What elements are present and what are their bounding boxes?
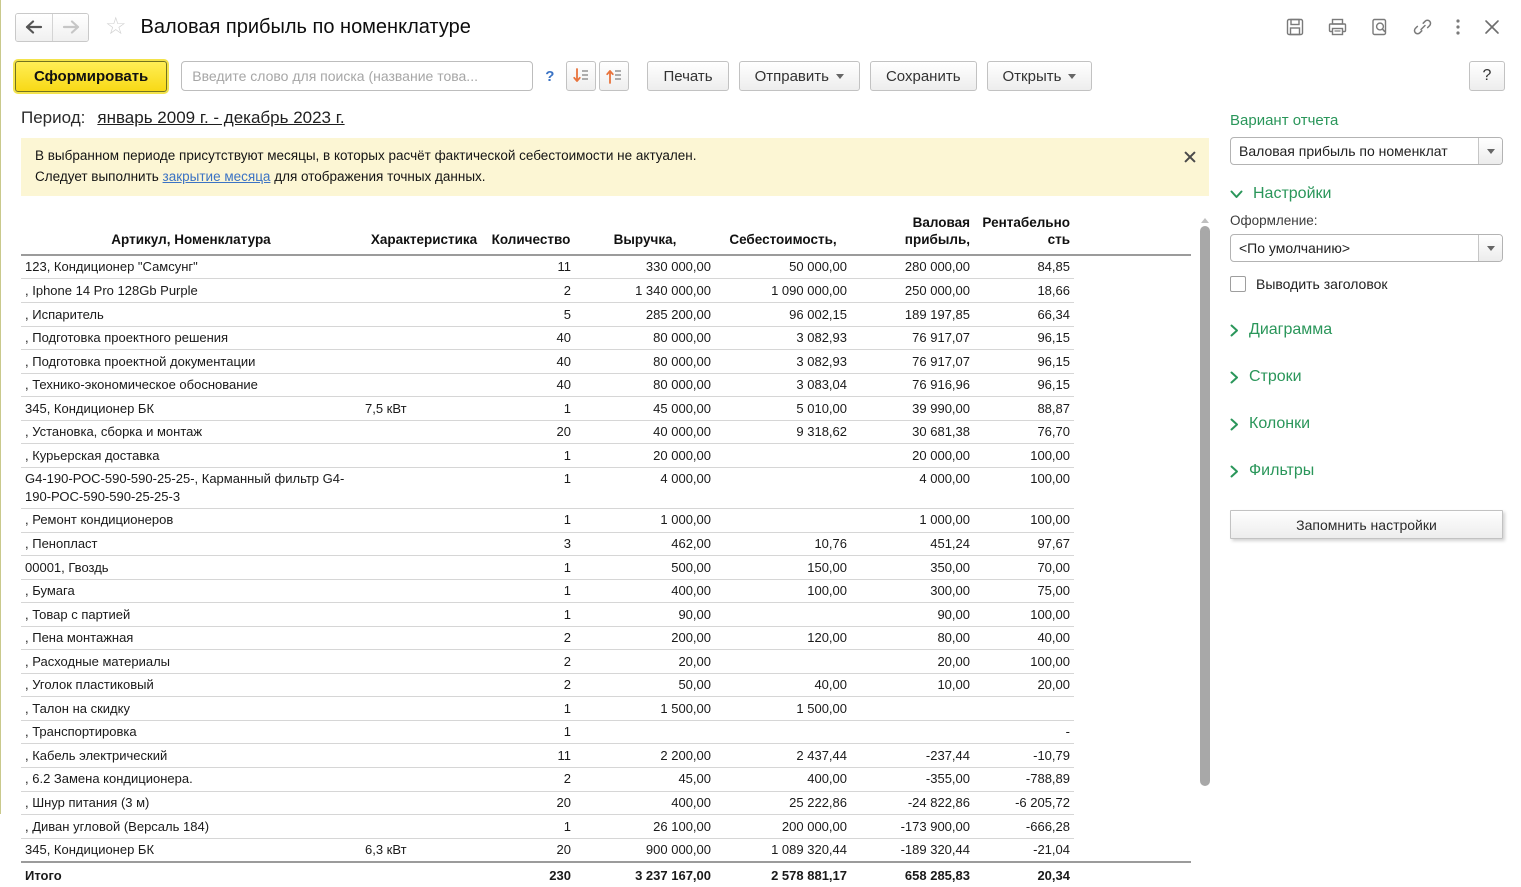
back-arrow-icon <box>25 20 43 34</box>
table-row[interactable]: , Уголок пластиковый 2 50,00 40,00 10,00 20,00 <box>21 673 1191 697</box>
settings-sidebar <box>1212 98 1521 814</box>
save-icon[interactable] <box>1285 17 1305 37</box>
table-row[interactable]: , Шнур питания (3 м) 20 400,00 25 222,86 -24 822,86 -6 205,72 <box>21 791 1191 815</box>
col-header-margin[interactable]: Рентабельность <box>974 212 1074 255</box>
scrollbar-thumb[interactable] <box>1200 226 1210 786</box>
warning-line1: В выбранном периоде присутствуют месяцы, в которых расчёт фактической себестоимости не актуален. <box>35 148 697 163</box>
appearance-label: Оформление: <box>1230 213 1318 228</box>
col-header-filler <box>1074 212 1191 255</box>
table-row[interactable]: , Транспортировка 1 - <box>21 720 1191 744</box>
col-header-revenue[interactable]: Выручка, <box>575 212 715 255</box>
total-gross-profit: 658 285,83 <box>851 862 974 887</box>
table-row[interactable]: , Кабель электрический 11 2 200,00 2 437,44 -237,44 -10,79 <box>21 744 1191 768</box>
variant-combobox[interactable] <box>1230 137 1503 165</box>
chevron-right-icon <box>1230 418 1239 431</box>
table-row[interactable]: 345, Кондиционер БК 7,5 кВт 1 45 000,00 5 010,00 39 990,00 88,87 <box>21 397 1191 421</box>
table-row[interactable]: , Бумага 1 400,00 100,00 300,00 75,00 <box>21 579 1191 603</box>
print-button-label: Печать <box>663 67 713 85</box>
page-title: Валовая прибыль по номенклатуре <box>140 15 471 38</box>
warning-line2-suffix: для отображения точных данных. <box>270 168 486 184</box>
scroll-up-icon[interactable] <box>1201 218 1209 223</box>
col-header-characteristic[interactable]: Характеристика <box>361 212 487 255</box>
back-button[interactable] <box>16 14 52 41</box>
col-header-cost[interactable]: Себестоимость, <box>715 212 851 255</box>
section-rows[interactable] <box>1230 368 1503 386</box>
table-row[interactable]: G4-190-РОС-590-590-25-25-, Карманный фильтр G4-190-РОС-590-590-25-25-3 1 4 000,00 4 000,00 100,00 <box>21 467 1191 508</box>
more-menu-icon[interactable] <box>1455 17 1461 37</box>
forward-button[interactable] <box>52 14 88 41</box>
section-diagram-label: Диаграмма <box>1249 321 1333 338</box>
col-header-gross-profit[interactable]: Валовая прибыль, <box>851 212 974 255</box>
table-row[interactable]: , Испаритель 5 285 200,00 96 002,15 189 197,85 66,34 <box>21 303 1191 327</box>
chevron-down-icon <box>1230 190 1243 199</box>
report-table-wrap <box>21 212 1212 887</box>
table-row[interactable]: 123, Кондиционер "Самсунг" 11 330 000,00 50 000,00 280 000,00 84,85 <box>21 255 1191 279</box>
chevron-right-icon <box>1230 324 1239 337</box>
section-filters-label: Фильтры <box>1249 462 1315 479</box>
col-header-quantity[interactable]: Количество <box>487 212 575 255</box>
section-rows-label: Строки <box>1249 368 1302 385</box>
caret-down-icon <box>1068 74 1076 79</box>
sort-descending-icon <box>572 67 590 85</box>
table-row[interactable]: , Расходные материалы 2 20,00 20,00 100,00 <box>21 650 1191 674</box>
period-label: Период: <box>21 108 86 127</box>
send-button-label: Отправить <box>754 67 829 85</box>
table-row[interactable]: , Ремонт кондиционеров 1 1 000,00 1 000,00 100,00 <box>21 508 1191 532</box>
chevron-right-icon <box>1230 465 1239 478</box>
sort-ascending-button[interactable] <box>599 61 629 91</box>
app-header <box>1 0 1521 54</box>
generate-button[interactable]: Сформировать <box>15 61 167 92</box>
caret-down-icon <box>1487 246 1495 251</box>
total-filler <box>1074 862 1191 887</box>
table-header-row <box>21 212 1191 255</box>
warning-banner <box>21 138 1209 196</box>
show-title-label: Выводить заголовок <box>1256 276 1388 292</box>
close-icon[interactable] <box>1483 18 1501 36</box>
sort-ascending-icon <box>605 67 623 85</box>
warning-line2-prefix: Следует выполнить <box>35 168 163 184</box>
section-columns-label: Колонки <box>1249 415 1311 432</box>
print-icon[interactable] <box>1327 17 1348 37</box>
table-row[interactable]: , Технико-экономическое обоснование 40 80 000,00 3 083,04 76 916,96 96,15 <box>21 373 1191 397</box>
show-title-row <box>1230 276 1503 292</box>
section-diagram[interactable] <box>1230 321 1503 339</box>
report-table[interactable] <box>21 212 1191 887</box>
variant-heading: Вариант отчета <box>1230 112 1339 129</box>
report-table-body <box>21 255 1191 862</box>
favorite-star-icon[interactable]: ☆ <box>105 13 127 40</box>
report-area <box>1 98 1212 884</box>
settings-heading: Настройки <box>1253 185 1332 202</box>
table-row[interactable]: 345, Кондиционер БК 6,3 кВт 20 900 000,00 1 089 320,44 -189 320,44 -21,04 <box>21 838 1191 862</box>
appearance-dropdown-button[interactable] <box>1478 235 1502 261</box>
show-title-checkbox[interactable] <box>1230 276 1246 292</box>
col-header-nomenclature[interactable]: Артикул, Номенклатура <box>21 212 361 255</box>
total-characteristic <box>361 862 487 887</box>
sort-descending-button[interactable] <box>566 61 596 91</box>
table-row[interactable]: , Подготовка проектной документации 40 80 000,00 3 082,93 76 917,07 96,15 <box>21 350 1191 374</box>
history-nav <box>15 13 89 42</box>
vertical-scrollbar[interactable] <box>1198 218 1211 812</box>
table-row[interactable]: , Подготовка проектного решения 40 80 000,00 3 082,93 76 917,07 96,15 <box>21 326 1191 350</box>
print-button[interactable] <box>647 61 728 91</box>
preview-search-icon[interactable] <box>1370 17 1390 37</box>
table-row[interactable]: , Пенопласт 3 462,00 10,76 451,24 97,67 <box>21 532 1191 556</box>
save-report-button[interactable] <box>870 61 977 91</box>
total-revenue: 3 237 167,00 <box>575 862 715 887</box>
total-cost: 2 578 881,17 <box>715 862 851 887</box>
remember-settings-button[interactable]: Запомнить настройки <box>1230 510 1503 539</box>
caret-down-icon <box>836 74 844 79</box>
period-value-link[interactable]: январь 2009 г. - декабрь 2023 г. <box>97 108 345 127</box>
open-button-label: Открыть <box>1002 67 1062 85</box>
send-button[interactable] <box>739 61 860 91</box>
help-button[interactable]: ? <box>1469 61 1505 91</box>
appearance-combobox[interactable] <box>1230 234 1503 262</box>
table-row[interactable]: , Пена монтажная 2 200,00 120,00 80,00 40,00 <box>21 626 1191 650</box>
section-columns[interactable] <box>1230 415 1503 433</box>
table-row[interactable]: 00001, Гвоздь 1 500,00 150,00 350,00 70,00 <box>21 556 1191 580</box>
close-month-link[interactable]: закрытие месяца <box>162 168 271 184</box>
table-row[interactable]: , 6.2 Замена кондиционера. 2 45,00 400,00 -355,00 -788,89 <box>21 767 1191 791</box>
chevron-right-icon <box>1230 371 1239 384</box>
window-icons <box>1285 17 1501 37</box>
table-row[interactable]: , Талон на скидку 1 1 500,00 1 500,00 <box>21 697 1191 721</box>
total-label: Итого <box>21 862 361 887</box>
variant-dropdown-button[interactable] <box>1478 138 1502 164</box>
section-filters[interactable] <box>1230 462 1503 480</box>
variant-value: Валовая прибыль по номенклат <box>1239 143 1448 159</box>
open-button[interactable] <box>987 61 1093 91</box>
table-row[interactable]: , Установка, сборка и монтаж 20 40 000,00 9 318,62 30 681,38 76,70 <box>21 420 1191 444</box>
settings-section-toggle[interactable] <box>1230 185 1503 203</box>
total-row[interactable] <box>21 862 1191 887</box>
search-help-icon[interactable]: ? <box>545 67 555 85</box>
period-row <box>21 108 1212 128</box>
forward-arrow-icon <box>62 20 80 34</box>
save-button-label: Сохранить <box>885 67 961 85</box>
table-row[interactable]: , Диван угловой (Версаль 184) 1 26 100,00 200 000,00 -173 900,00 -666,28 <box>21 815 1191 839</box>
caret-down-icon <box>1487 149 1495 154</box>
search-input[interactable] <box>181 61 533 91</box>
table-row[interactable]: , Iphone 14 Pro 128Gb Purple 2 1 340 000,00 1 090 000,00 250 000,00 18,66 <box>21 279 1191 303</box>
warning-line2 <box>35 167 1175 188</box>
appearance-value: <По умолчанию> <box>1239 240 1351 256</box>
total-margin: 20,34 <box>974 862 1074 887</box>
report-toolbar <box>1 54 1521 98</box>
table-row[interactable]: , Курьерская доставка 1 20 000,00 20 000,00 100,00 <box>21 444 1191 468</box>
banner-close-icon[interactable] <box>1183 150 1197 164</box>
sort-buttons <box>566 61 629 91</box>
total-quantity: 230 <box>487 862 575 887</box>
table-row[interactable]: , Товар с партией 1 90,00 90,00 100,00 <box>21 603 1191 627</box>
get-link-icon[interactable] <box>1412 17 1433 37</box>
